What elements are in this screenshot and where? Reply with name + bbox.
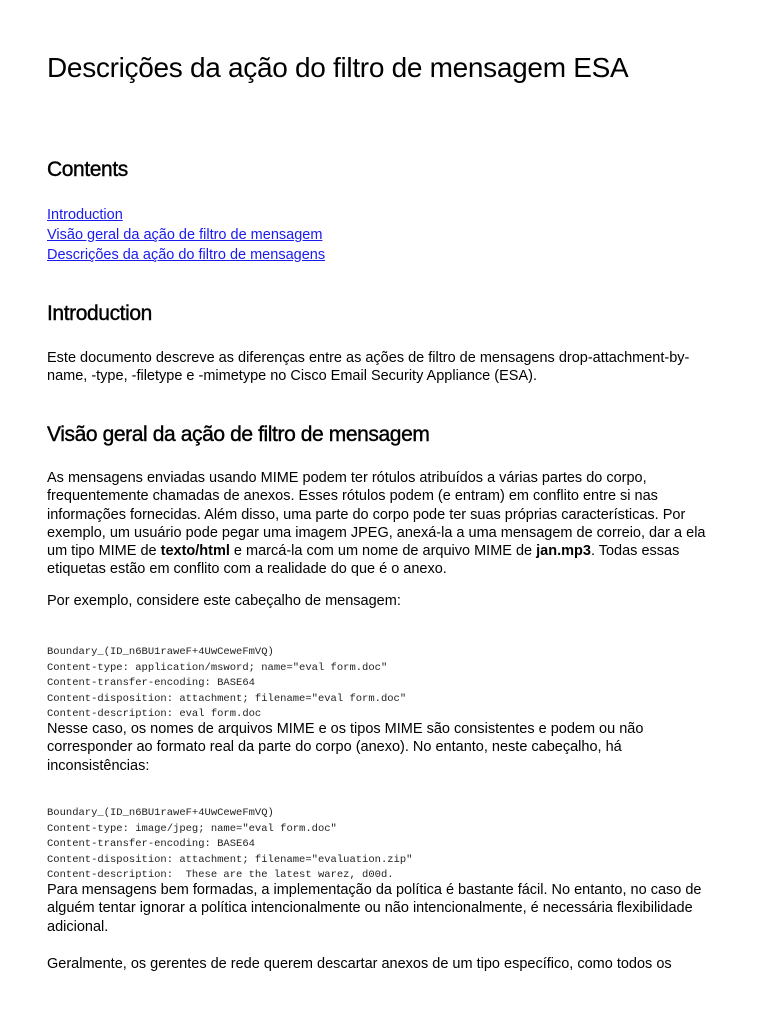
code-line: Content-description: eval form.doc [47, 708, 262, 721]
toc-link-overview[interactable]: Visão geral da ação de filtro de mensagem [47, 227, 323, 243]
filename-example: jan.mp3 [536, 543, 591, 560]
code-line: Content-type: application/msword; name="eval form.doc" [47, 661, 388, 674]
contents-heading: Contents [47, 158, 128, 181]
overview-paragraph-5: Geralmente, os gerentes de rede querem descartar anexos de um tipo específico, como todos os [47, 956, 672, 972]
code-line: Content-transfer-encoding: BASE64 [47, 838, 255, 851]
code-line: Content-disposition: attachment; filename="evaluation.zip" [47, 853, 413, 866]
document-title: Descrições da ação do filtro de mensagem ESA [47, 52, 629, 83]
code-line: Content-transfer-encoding: BASE64 [47, 677, 255, 690]
overview-paragraph-1 [47, 469, 727, 579]
code-line: Boundary_(ID_n6BU1raweF+4UwCeweFmVQ) [47, 646, 274, 658]
toc-link-introduction[interactable]: Introduction [47, 207, 123, 223]
header-example-1 [47, 645, 406, 723]
overview-paragraph-4: Para mensagens bem formadas, a implementação da política é bastante fácil. No entanto, no caso de alguém tentar ignorar a política intencionalmente ou não intencionalmente, é necessária flexibilidade adicional. [47, 882, 702, 935]
code-line: Content-description: These are the latest warez, d00d. [47, 869, 394, 882]
code-line: Content-type: image/jpeg; name="eval form.doc" [47, 822, 337, 835]
introduction-heading: Introduction [47, 302, 152, 325]
overview-text: As mensagens enviadas usando MIME podem ter rótulos atribuídos a várias partes do corpo, frequentemente chamadas de anexos. Esses rótulos podem (e entram) em conflito entre si nas informações fornecidas. Além disso, uma parte do corpo pode ter suas próprias características. Por exemplo, um usuário pode pegar uma imagem JPEG, anexá-la a uma mensagem de correio, dar a ela um tipo MIME de [47, 470, 706, 560]
code-line: Content-disposition: attachment; filename="eval form.doc" [47, 692, 407, 705]
overview-paragraph-3: Nesse caso, os nomes de arquivos MIME e os tipos MIME são consistentes e podem ou não corresponder ao formato real da parte do corpo (anexo). No entanto, neste cabeçalho, há inconsistências: [47, 721, 644, 774]
overview-text: . Todas essas etiquetas estão em conflito com a realidade do que é o anexo. [47, 543, 680, 578]
mime-type-example: texto/html [160, 543, 230, 560]
overview-text: e marcá-la com um nome de arquivo MIME de [229, 543, 537, 560]
overview-heading: Visão geral da ação de filtro de mensagem [47, 423, 430, 446]
introduction-paragraph: Este documento descreve as diferenças entre as ações de filtro de mensagens drop-attachment-by-name, -type, -filetype e -mimetype no Cisco Email Security Appliance (ESA). [47, 350, 690, 385]
toc-link-descriptions[interactable]: Descrições da ação do filtro de mensagens [47, 247, 326, 263]
code-line: Boundary_(ID_n6BU1raweF+4UwCeweFmVQ) [47, 807, 274, 819]
table-of-contents [47, 205, 325, 265]
overview-paragraph-2: Por exemplo, considere este cabeçalho de mensagem: [47, 593, 401, 609]
header-example-2 [47, 806, 412, 884]
